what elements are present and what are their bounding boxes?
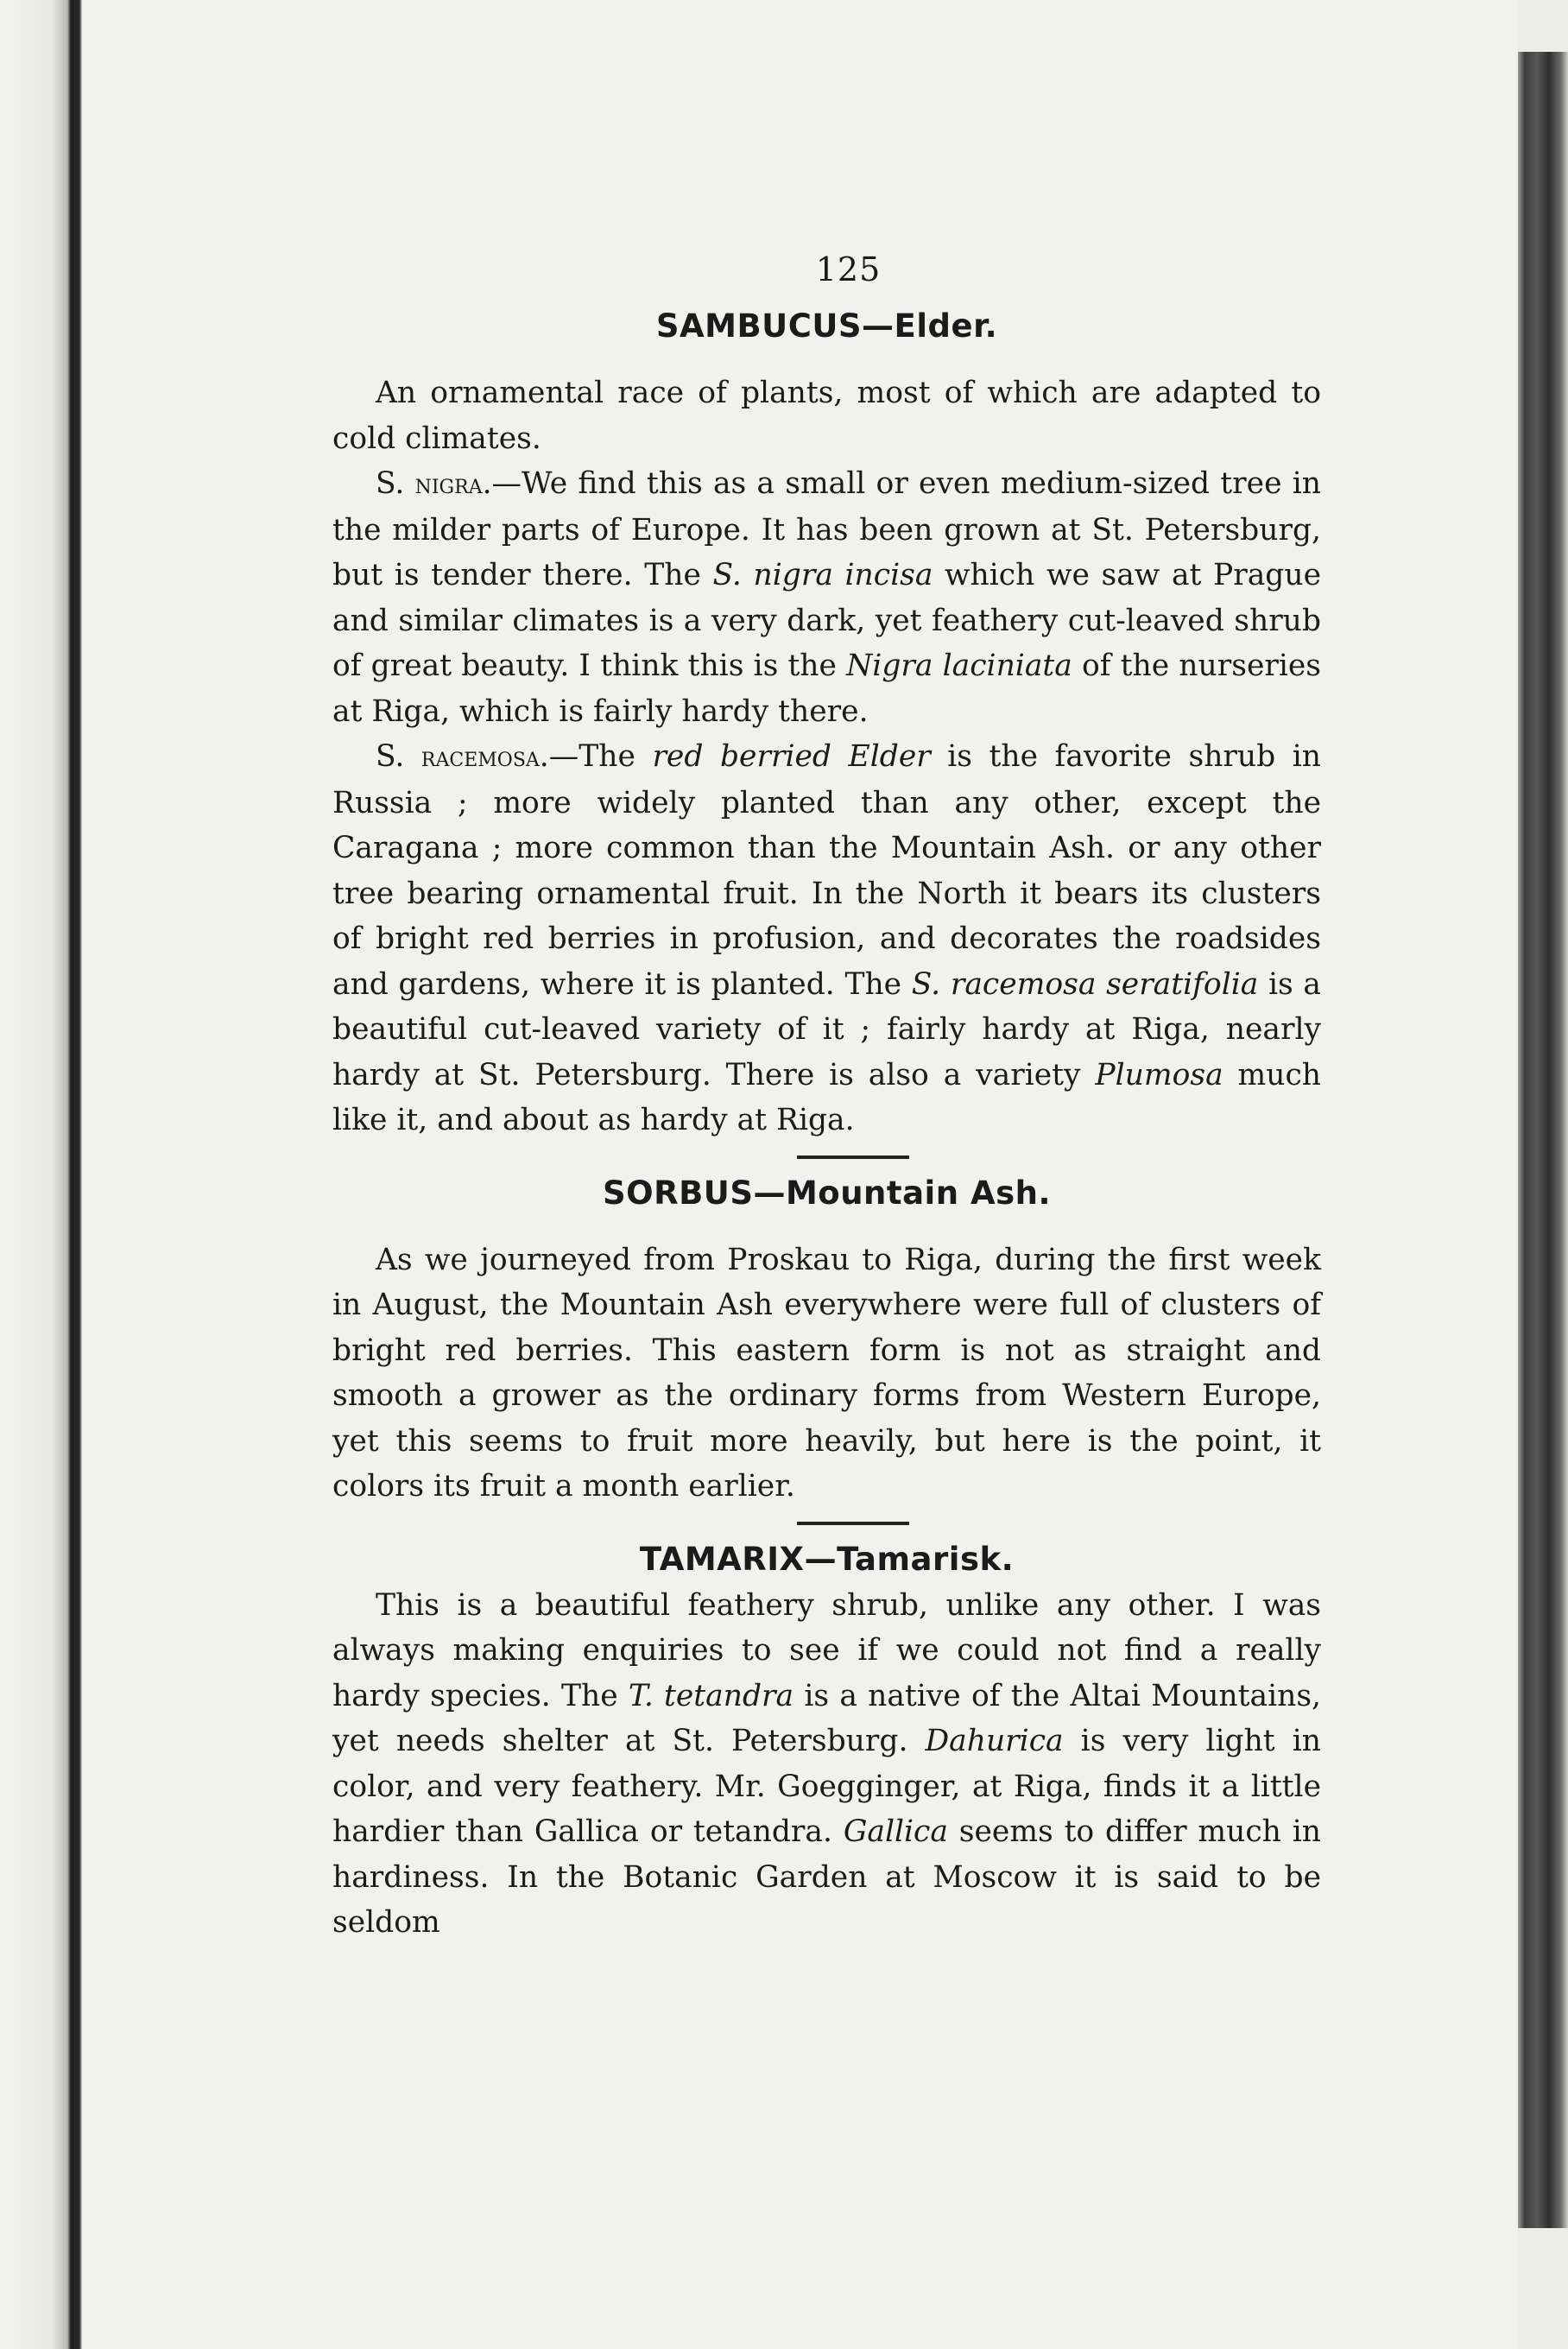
section-sorbus xyxy=(332,1174,1321,1510)
text-segment: is a native of the Altai Mountains, yet needs shelter at St. Petersburg. xyxy=(332,1678,1322,1758)
paragraph xyxy=(332,1583,1321,1946)
section-tamarix xyxy=(332,1541,1321,1946)
section-heading: SORBUS—Mountain Ash. xyxy=(602,1174,1052,1212)
text-segment: is very light in color, and very feathery. Mr. Goegginger, at Riga, finds it a little hardier than Gallica or tetandra. xyxy=(332,1724,1321,1849)
text-segment: seems to differ much in hardiness. In the Botanic Garden at Moscow it is said to be seldom xyxy=(332,1814,1321,1940)
small-caps-term: nigra xyxy=(414,469,483,500)
paragraph xyxy=(332,734,1321,1143)
page-number: 125 xyxy=(815,250,882,288)
text-segment: is the favorite shrub in Russia ; more widely planted than any other, except the Caragana ; more common than the Mountain Ash. or any other tree bearing ornamental fruit. In the North it bears its clusters of bright red berries in profusion, and decorates the roadsides and gardens, where it is planted. The xyxy=(332,739,1321,1002)
section-heading: SAMBUCUS—Elder. xyxy=(655,307,998,345)
text-segment: S. xyxy=(376,466,415,501)
italic-term: Plumosa xyxy=(1095,1057,1223,1092)
text-segment: much like it, and about as hardy at Riga. xyxy=(332,1057,1321,1137)
text-segment: This is a beautiful feathery shrub, unlike any other. I was always making enquiries to see if we could not find a really hardy species. The xyxy=(332,1587,1321,1713)
paragraph xyxy=(332,1238,1321,1510)
scan-left-edge xyxy=(0,0,82,2349)
paragraph xyxy=(332,461,1321,734)
text-segment: An ornamental race of plants, most of which are adapted to cold climates. xyxy=(332,376,1321,456)
page-content xyxy=(332,250,1321,1946)
section-divider xyxy=(797,1156,909,1159)
section-heading: TAMARIX—Tamarisk. xyxy=(639,1540,1015,1578)
text-segment: of the nurseries at Riga, which is fairly hardy there. xyxy=(332,649,1322,729)
italic-term: Nigra laciniata xyxy=(846,649,1072,683)
text-segment: .—The xyxy=(539,739,653,774)
book-page xyxy=(82,0,1518,2349)
italic-term: Dahurica xyxy=(925,1724,1064,1758)
text-segment: which we saw at Prague and similar climates is a very dark, yet feathery cut-leaved shrub of great beauty. I think this is the xyxy=(332,558,1321,683)
italic-term: S. racemosa seratifolia xyxy=(911,966,1259,1002)
text-segment: As we journeyed from Proskau to Riga, during the first week in August, the Mountain Ash everywhere were full of clusters of bright red berries. This eastern form is not as straight and smooth a grower as the ordinary forms from Western Europe, yet this seems to fruit more heavily, but here is the point, it colors its fruit a month earlier. xyxy=(332,1242,1321,1504)
text-segment: is a beautiful cut-leaved variety of it ; fairly hardy at Riga, nearly hardy at St. Petersburg. There is also a variety xyxy=(332,966,1321,1092)
section-divider xyxy=(797,1522,909,1525)
text-segment: .—We find this as a small or even medium-sized tree in the milder parts of Europe. It has been grown at St. Petersburg, but is tender there. The xyxy=(332,466,1321,592)
italic-term: S. nigra incisa xyxy=(712,558,933,592)
italic-term: T. tetandra xyxy=(628,1678,794,1713)
italic-term: Gallica xyxy=(843,1814,948,1849)
scan-right-edge xyxy=(1518,52,1568,2228)
section-sambucus xyxy=(332,307,1321,1143)
text-segment: S. xyxy=(376,739,421,774)
paragraph xyxy=(332,370,1321,461)
small-caps-term: racemosa xyxy=(420,742,540,773)
italic-term: red berried Elder xyxy=(652,739,931,774)
